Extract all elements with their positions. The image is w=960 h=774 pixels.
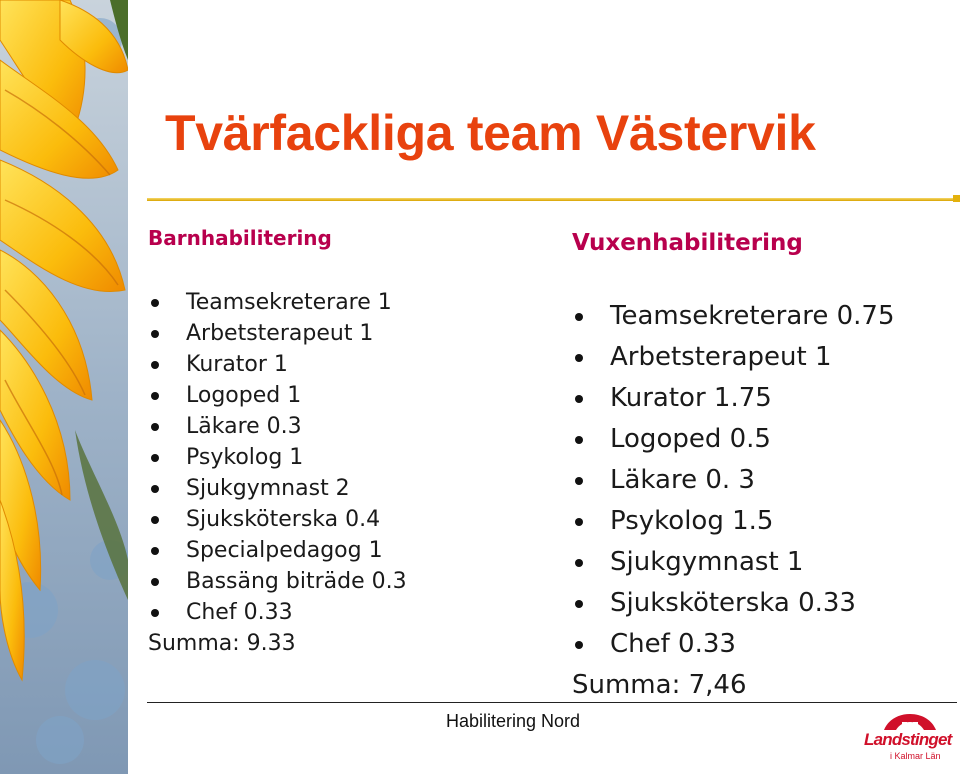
- bullet-icon: [151, 423, 159, 431]
- list-item: Teamsekreterare 0.75: [572, 296, 952, 337]
- list-item: Sjuksköterska 0.4: [148, 504, 528, 535]
- list-item: Sjukgymnast 1: [572, 542, 952, 583]
- list-item: Specialpedagog 1: [148, 535, 528, 566]
- bullet-icon: [575, 600, 583, 608]
- total-sum: Summa: 7,46: [572, 670, 747, 700]
- column-barnhabilitering: [148, 226, 528, 659]
- section-heading: Vuxenhabilitering: [572, 230, 803, 256]
- bullet-icon: [575, 395, 583, 403]
- list-item: Psykolog 1: [148, 442, 528, 473]
- bullet-icon: [575, 436, 583, 444]
- list-item: Bassäng biträde 0.3: [148, 566, 528, 597]
- landstinget-logo: [862, 712, 958, 770]
- footer-text: Habilitering Nord: [446, 711, 581, 731]
- list-item: Kurator 1: [148, 349, 528, 380]
- bullet-icon: [575, 313, 583, 321]
- bullet-icon: [151, 392, 159, 400]
- bullet-icon: [151, 299, 159, 307]
- list-item: Psykolog 1.5: [572, 501, 952, 542]
- bullet-icon: [575, 518, 583, 526]
- list-item: Läkare 0. 3: [572, 460, 952, 501]
- list-item: Läkare 0.3: [148, 411, 528, 442]
- page-title: Tvärfackliga team Västervik: [165, 105, 816, 161]
- section-heading: Barnhabilitering: [148, 226, 332, 250]
- bullet-icon: [151, 547, 159, 555]
- title-divider: [147, 198, 957, 201]
- bullet-icon: [151, 578, 159, 586]
- bullet-icon: [151, 516, 159, 524]
- footer-divider: [147, 702, 957, 703]
- logo-subtitle: i Kalmar Län: [890, 751, 941, 761]
- bullet-icon: [575, 559, 583, 567]
- list-item: Logoped 0.5: [572, 419, 952, 460]
- column-vuxenhabilitering: [572, 230, 952, 706]
- list-item: Logoped 1: [148, 380, 528, 411]
- bullet-icon: [575, 641, 583, 649]
- bullet-icon: [575, 354, 583, 362]
- list-item: Chef 0.33: [572, 624, 952, 665]
- bullet-icon: [151, 485, 159, 493]
- list-item: Sjuksköterska 0.33: [572, 583, 952, 624]
- list-item: Kurator 1.75: [572, 378, 952, 419]
- list-item: Teamsekreterare 1: [148, 287, 528, 318]
- bullet-icon: [151, 361, 159, 369]
- bullet-icon: [151, 454, 159, 462]
- list-item: Chef 0.33: [148, 597, 528, 628]
- list-item: Arbetsterapeut 1: [572, 337, 952, 378]
- staff-list: [572, 296, 952, 665]
- total-sum: Summa: 9.33: [148, 631, 296, 656]
- list-item: Sjukgymnast 2: [148, 473, 528, 504]
- list-item: Arbetsterapeut 1: [148, 318, 528, 349]
- staff-list: [148, 287, 528, 628]
- sunflower-image: [0, 0, 128, 774]
- logo-wordmark: Landstinget: [864, 730, 952, 749]
- bullet-icon: [151, 330, 159, 338]
- bullet-icon: [575, 477, 583, 485]
- bullet-icon: [151, 609, 159, 617]
